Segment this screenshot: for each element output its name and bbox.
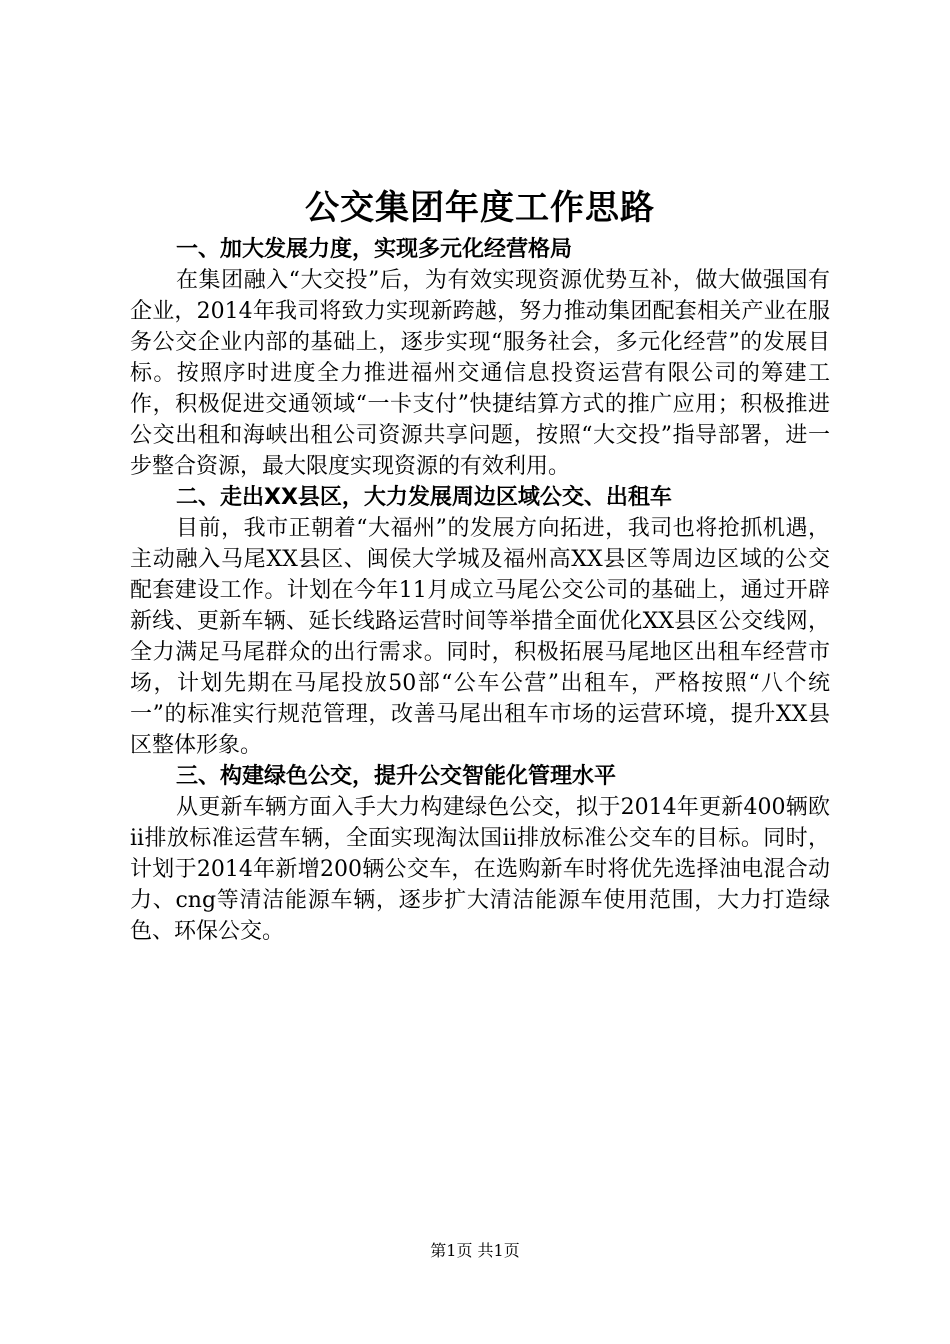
document-content: [130, 182, 830, 947]
section-heading: 二、走出XX县区，大力发展周边区域公交、出租车: [176, 485, 672, 510]
section-1: [130, 234, 830, 482]
section-2: [130, 482, 830, 761]
section-paragraph: 在集团融入“大交投”后，为有效实现资源优势互补，做大做强国有企业，2014年我司将致力实现新跨越，努力推动集团配套相关产业在服务公交企业内部的基础上，逐步实现“服务社会，多元化经营”的发展目标。按照序时进度全力推进福州交通信息投资运营有限公司的筹建工作，积极促进交通领域“一卡支付”快捷结算方式的推广应用；积极推进公交出租和海峡出租公司资源共享问题，按照“大交投”指导部署，进一步整合资源，最大限度实现资源的有效利用。: [130, 268, 830, 479]
document-title: 公交集团年度工作思路: [305, 188, 655, 228]
section-heading: 一、加大发展力度，实现多元化经营格局: [176, 237, 573, 262]
section-3: [130, 761, 830, 947]
section-heading: 三、构建绿色公交，提升公交智能化管理水平: [176, 764, 617, 789]
page-footer: 第1页 共1页: [430, 1241, 520, 1260]
section-paragraph: 从更新车辆方面入手大力构建绿色公交，拟于2014年更新400辆欧ii排放标准运营车辆，全面实现淘汰国ii排放标准公交车的目标。同时，计划于2014年新增200辆公交车，在选购新车时将优先选择油电混合动力、cng等清洁能源车辆，逐步扩大清洁能源车使用范围，大力打造绿色、环保公交。: [130, 795, 830, 944]
section-paragraph: 目前，我市正朝着“大福州”的发展方向拓进，我司也将抢抓机遇，主动融入马尾XX县区、闽侯大学城及福州高XX县区等周边区域的公交配套建设工作。计划在今年11月成立马尾公交公司的基础上，通过开辟新线、更新车辆、延长线路运营时间等举措全面优化XX县区公交线网，全力满足马尾群众的出行需求。同时，积极拓展马尾地区出租车经营市场，计划先期在马尾投放50部“公车公营”出租车，严格按照“八个统一”的标准实行规范管理，改善马尾出租车市场的运营环境，提升XX县区整体形象。: [130, 516, 830, 758]
